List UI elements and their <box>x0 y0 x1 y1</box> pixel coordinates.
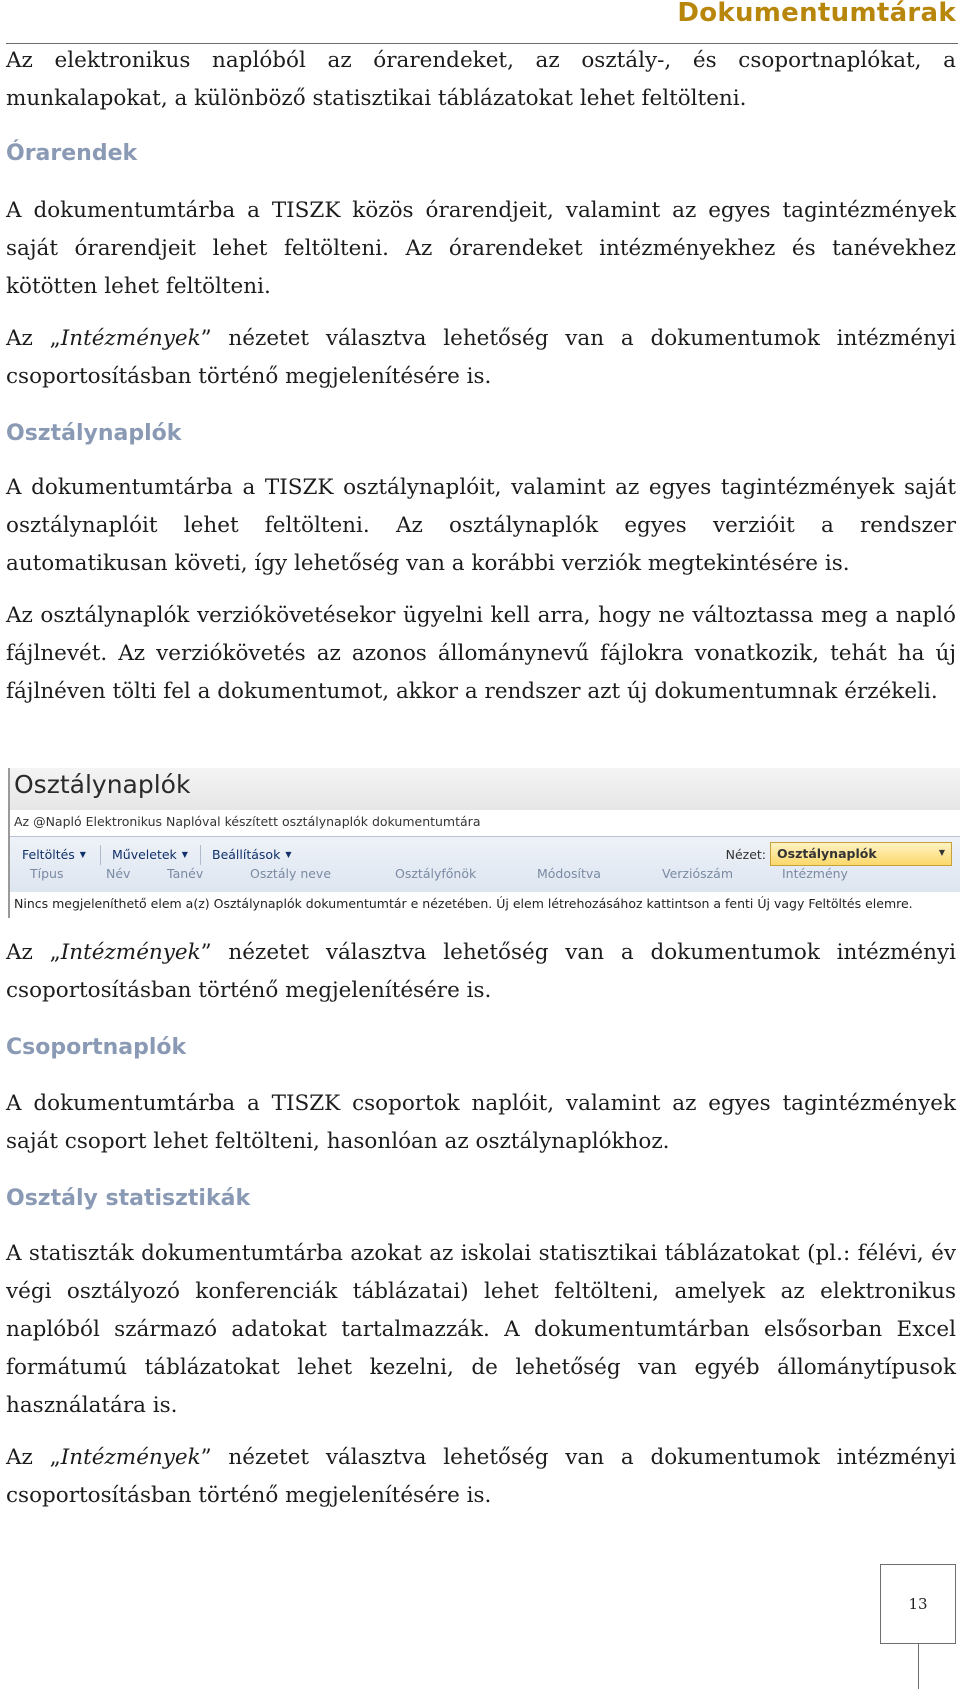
column-header[interactable]: Név <box>106 866 131 881</box>
actions-label: Műveletek <box>112 847 177 862</box>
intro-paragraph: Az elektronikus naplóból az órarendeket, az osztály-, és csoportnaplókat, a munkalapokat, a különböző statisztikai táblázatokat lehet feltölteni. <box>6 48 956 111</box>
settings-label: Beállítások <box>212 847 281 862</box>
toolbar-separator <box>200 845 201 865</box>
library-description <box>10 810 960 836</box>
library-title: Osztálynaplók <box>14 770 191 799</box>
column-header-row <box>10 864 960 886</box>
column-header[interactable]: Típus <box>30 866 64 881</box>
osztalynaplok-paragraph-3 <box>6 934 956 1010</box>
text-run: ” nézetet választva lehetőség van a dokumentumok intézményi csoportosításban történő megjelenítésére is. <box>6 940 957 1003</box>
library-subtitle: Az @Napló Elektronikus Naplóval készített osztálynaplók dokumentumtára <box>14 814 481 829</box>
column-header[interactable]: Osztály neve <box>250 866 332 881</box>
heading-osztalynaplok: Osztálynaplók <box>6 421 182 446</box>
upload-label: Feltöltés <box>22 847 75 862</box>
column-header[interactable]: Intézmény <box>782 866 848 881</box>
page-number: 13 <box>908 1595 928 1613</box>
text-run: ” nézetet választva lehetőség van a dokumentumok intézményi csoportosításban történő megjelenítésére is. <box>6 1445 957 1508</box>
view-select[interactable] <box>770 842 952 866</box>
text-run: Az „ <box>6 326 61 351</box>
orarendek-paragraph-2 <box>6 320 956 396</box>
page-number-line <box>918 1643 919 1689</box>
osztalynaplok-paragraph-2: Az osztálynaplók verziókövetésekor ügyelni kell arra, hogy ne változtassa meg a napló fájlnevét. Az verziókövetés az azonos állománynevű fájlokra vonatkozik, tehát ha új fájlnéven tölti fel a dokumentumot, akkor a rendszer azt új dokumentumnak érzékeli. <box>6 603 956 704</box>
heading-csoportnaplok: Csoportnaplók <box>6 1035 187 1060</box>
column-header[interactable]: Verziószám <box>662 866 734 881</box>
heading-statisztikak: Osztály statisztikák <box>6 1186 251 1211</box>
toolbar-separator <box>100 845 101 865</box>
emphasis-intezmenyek: Intézmények <box>60 940 201 965</box>
orarendek-paragraph-1: A dokumentumtárba a TISZK közös órarendjeit, valamint az egyes tagintézmények saját órarendjeit lehet feltölteni. Az órarendeket intézményekhez és tanévekhez kötötten lehet feltölteni. <box>6 198 956 299</box>
page-number-box <box>880 1564 956 1644</box>
heading-orarendek: Órarendek <box>6 141 138 166</box>
chevron-down-icon: ▼ <box>938 848 945 857</box>
statisztikak-paragraph-1: A statiszták dokumentumtárba azokat az iskolai statisztikai táblázatokat (pl.: félévi, év végi osztályozó konferenciák táblázatai) lehet feltölteni, amelyek az elektronikus naplóból származó adatokat tartalmazzák. A dokumentumtárban elsősorban Excel formátumú táblázatokat lehet kezelni, de lehetőség van egyéb állománytípusok használatára is. <box>6 1241 956 1418</box>
csoportnaplok-paragraph-1: A dokumentumtárba a TISZK csoportok naplóit, valamint az egyes tagintézmények saját csoport lehet feltölteni, hasonlóan az osztálynaplókhoz. <box>6 1091 956 1154</box>
screenshot-osztalynaplok-library <box>8 768 960 918</box>
chevron-down-icon: ▼ <box>285 850 292 859</box>
text-run: Az „ <box>6 1445 61 1470</box>
view-select-value: Osztálynaplók <box>777 846 877 861</box>
chevron-down-icon: ▼ <box>79 850 86 859</box>
text-run: ” nézetet választva lehetőség van a dokumentumok intézményi csoportosításban történő megjelenítésére is. <box>6 326 957 389</box>
emphasis-intezmenyek: Intézmények <box>60 326 201 351</box>
empty-message-text: Nincs megjeleníthető elem a(z) Osztálynaplók dokumentumtár e nézetében. Új elem létrehozásához kattintson a fenti Új vagy Feltöltés elemre. <box>14 896 913 911</box>
statisztikak-paragraph-2 <box>6 1439 956 1515</box>
column-header[interactable]: Osztályfőnök <box>395 866 477 881</box>
text-run: Az „ <box>6 940 61 965</box>
empty-library-message <box>10 892 960 918</box>
view-label: Nézet: <box>725 847 766 862</box>
library-title-bar <box>10 768 960 810</box>
emphasis-intezmenyek: Intézmények <box>60 1445 201 1470</box>
column-header[interactable]: Tanév <box>167 866 204 881</box>
osztalynaplok-paragraph-1: A dokumentumtárba a TISZK osztálynaplóit, valamint az egyes tagintézmények saját osztálynaplóit lehet feltölteni. Az osztálynaplók egyes verzióit a rendszer automatikusan követi, így lehetőség van a korábbi verziók megtekintésére is. <box>6 475 956 576</box>
running-header-title: Dokumentumtárak <box>677 0 956 28</box>
column-header[interactable]: Módosítva <box>537 866 601 881</box>
chevron-down-icon: ▼ <box>181 850 188 859</box>
